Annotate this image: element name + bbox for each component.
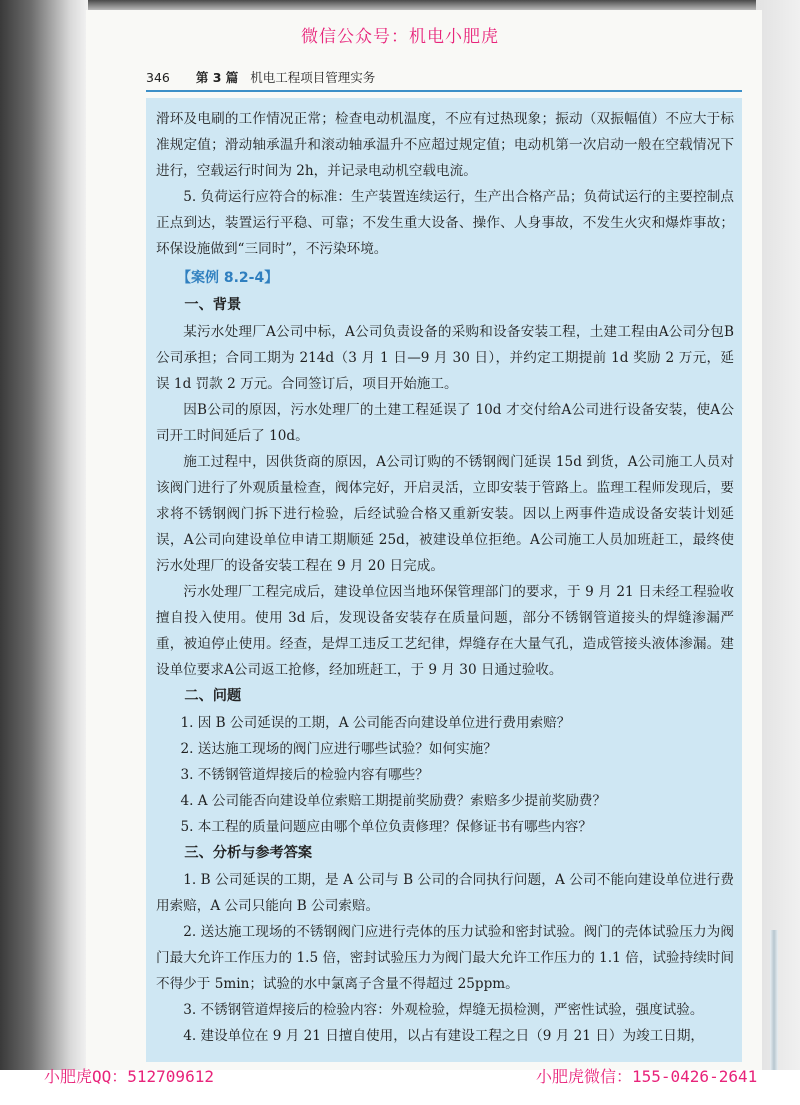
background-paragraph: 污水处理厂工程完成后，建设单位因当地环保管理部门的要求，于 9 月 21 日未经工程验收擅自投入使用。使用 3d 后，发现设备安装存在质量问题，部分不锈钢管道接头的焊缝渗漏严重，被迫停止使用。经查，是焊工违反工艺纪律，焊缝存在大量气孔，造成管接头液体渗漏。建设单位要求A公司返工抢修，经加班赶工，于 9 月 30 日通过验收。 [156, 584, 734, 678]
part-label: 第 3 篇 [195, 70, 239, 85]
question-item: 3. 不锈钢管道焊接后的检验内容有哪些？ [180, 767, 429, 783]
watermark-top: 微信公众号：机电小肥虎 [301, 27, 499, 47]
header-rule [146, 90, 742, 92]
scan-border-left [0, 0, 88, 1070]
section-questions-heading: 二、问题 [184, 688, 242, 704]
question-item: 4. A 公司能否向建设单位索赔工期提前奖励费？索赔多少提前奖励费？ [180, 793, 607, 809]
chapter-title: 机电工程项目管理实务 [250, 70, 376, 85]
scan-border-right [756, 0, 800, 1070]
running-head [146, 68, 742, 86]
answer-item: 1. B 公司延误的工期，是 A 公司与 B 公司的合同执行问题，A 公司不能向建设单位进行费用索赔，A 公司只能向 B 公司索赔。 [156, 872, 734, 914]
question-item: 1. 因 B 公司延误的工期，A 公司能否向建设单位进行费用索赔？ [180, 715, 571, 731]
load-run-standard: 5. 负荷运行应符合的标准：生产装置连续运行，生产出合格产品；负荷试运行的主要控制点正点到达，装置运行平稳、可靠；不发生重大设备、操作、人身事故，不发生火灾和爆炸事故；环保设施做到“三同时”，不污染环境。 [156, 189, 734, 257]
section-background-heading: 一、背景 [184, 297, 242, 313]
watermark-footer-wechat: 小肥虎微信：155-0426-2641 [536, 1067, 758, 1086]
answer-item: 2. 送达施工现场的不锈钢阀门应进行壳体的压力试验和密封试验。阀门的壳体试验压力为阀门最大允许工作压力的 1.5 倍，密封试验压力为阀门最大允许工作压力的 1.1 倍，试验持续时间不得少于 5min；试验的水中氯离子含量不得超过 25ppm。 [156, 924, 734, 992]
intro-paragraph: 滑环及电刷的工作情况正常；检查电动机温度，不应有过热现象；振动（双振幅值）不应大于标准规定值；滑动轴承温升和滚动轴承温升不应超过规定值；电动机第一次启动一般在空载情况下进行，空载运行时间为 2h，并记录电动机空载电流。 [156, 111, 734, 179]
background-paragraph: 因B公司的原因，污水处理厂的土建工程延误了 10d 才交付给A公司进行设备安装，使A公司开工时间延后了 10d。 [156, 402, 734, 444]
page-number: 346 [146, 70, 170, 85]
background-paragraph: 某污水处理厂A公司中标，A公司负责设备的采购和设备安装工程，土建工程由A公司分包B公司承担；合同工期为 214d（3 月 1 日—9 月 30 日），并约定工期提前 1d 奖励 2 万元，延误 1d 罚款 2 万元。合同签订后，项目开始施工。 [156, 324, 734, 392]
background-paragraph: 施工过程中，因供货商的原因，A公司订购的不锈钢阀门延误 15d 到货，A公司施工人员对该阀门进行了外观质量检查，阀体完好，开启灵活，立即安装于管路上。监理工程师发现后，要求将不锈钢阀门拆下进行检验，后经试验合格又重新安装。因以上两事件造成设备安装计划延误，A公司向建设单位申请工期顺延 25d，被建设单位拒绝。A公司施工人员加班赶工，最终使污水处理厂的设备安装工程在 9 月 20 日完成。 [156, 454, 734, 574]
watermark-footer-qq: 小肥虎QQ：512709612 [44, 1067, 214, 1086]
question-item: 2. 送达施工现场的阀门应进行哪些试验？如何实施？ [180, 741, 497, 757]
content-panel [146, 98, 742, 1062]
case-label: 【案例 8.2-4】 [177, 270, 279, 286]
question-item: 5. 本工程的质量问题应由哪个单位负责修理？保修证书有哪些内容？ [180, 819, 592, 835]
answer-item: 4. 建设单位在 9 月 21 日擅自使用，以占有建设工程之日（9 月 21 日）为竣工日期， [183, 1028, 705, 1044]
section-answers-heading: 三、分析与参考答案 [184, 845, 313, 861]
page-edge-shadow [770, 930, 778, 1070]
answer-item: 3. 不锈钢管道焊接后的检验内容：外观检验，焊缝无损检测，严密性试验，强度试验。 [183, 1002, 704, 1018]
